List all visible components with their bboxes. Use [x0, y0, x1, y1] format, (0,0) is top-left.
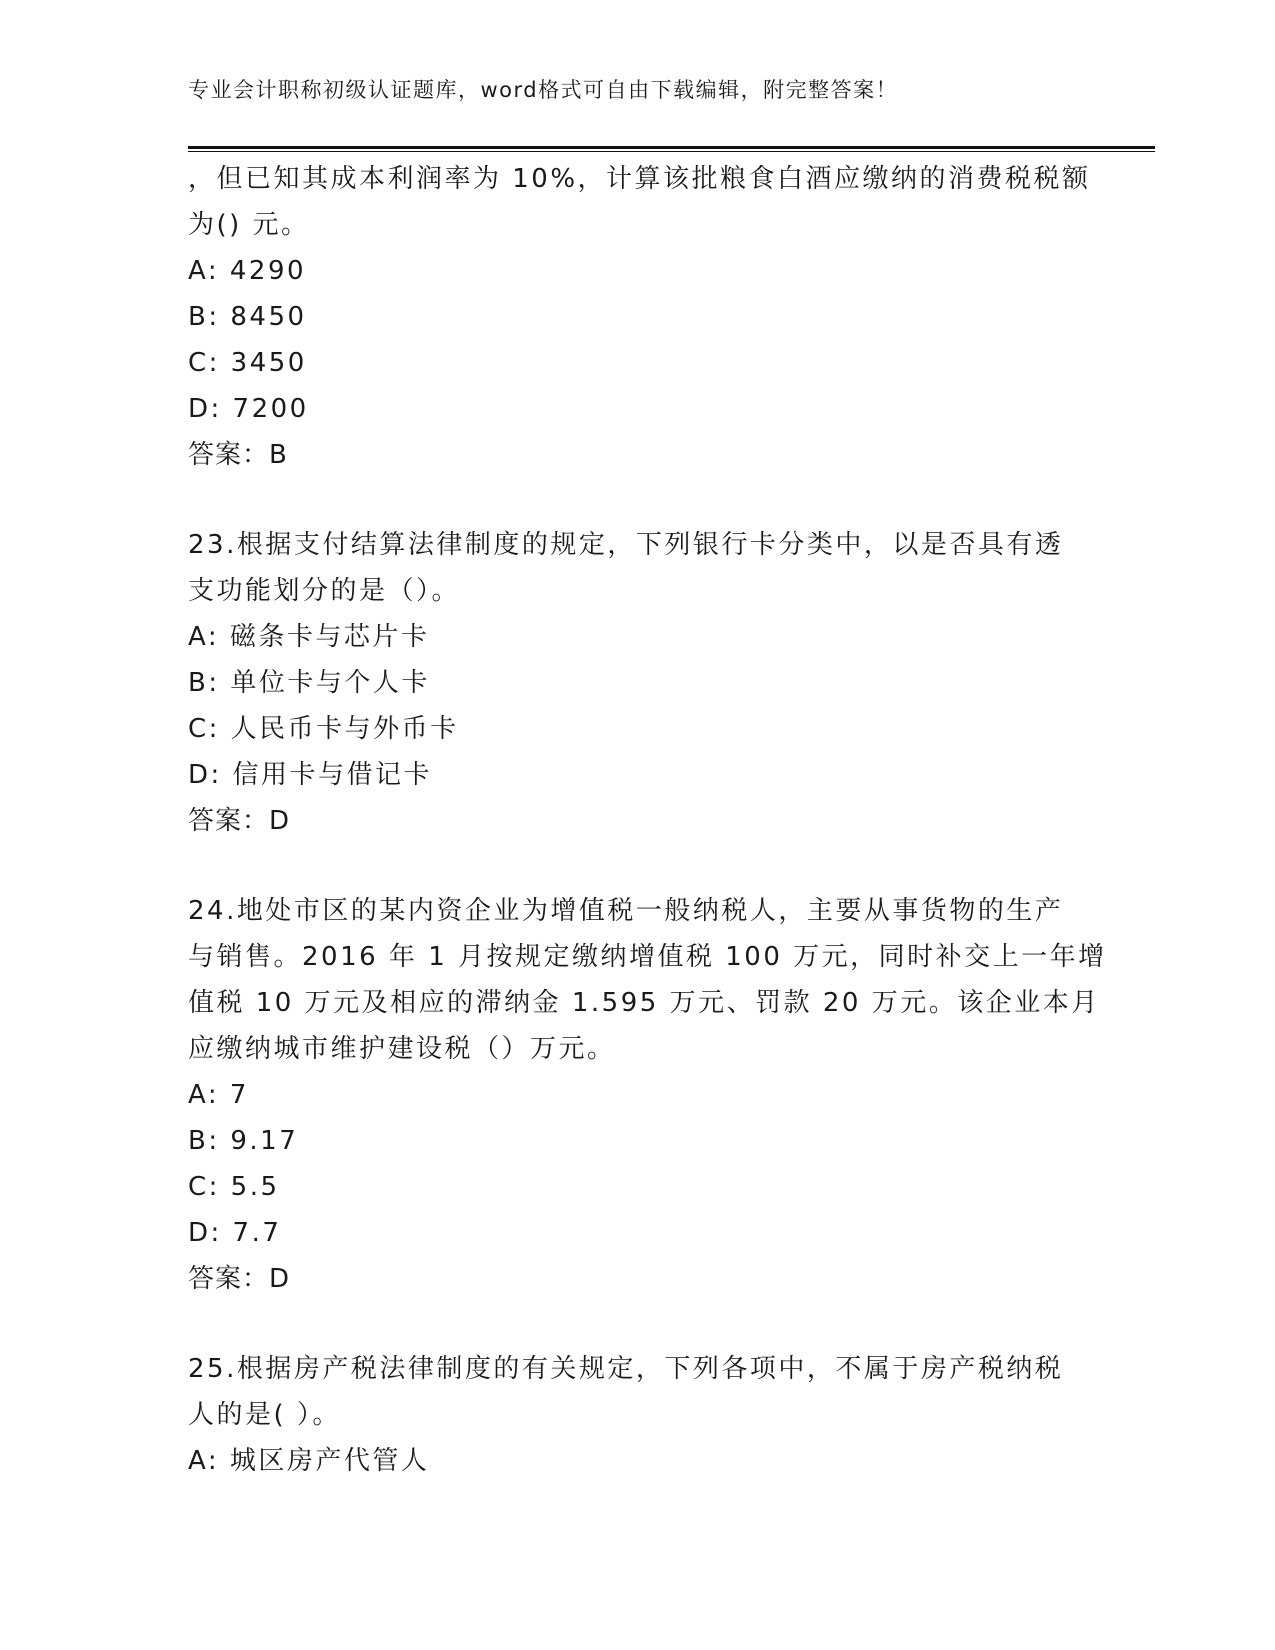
option-a: A: 城区房产代管人 — [188, 1446, 430, 1476]
option-a: A: 磁条卡与芯片卡 — [188, 622, 430, 652]
option-c: C: 5.5 — [188, 1172, 280, 1202]
question-text-line: 23.根据支付结算法律制度的规定，下列银行卡分类中，以是否具有透 — [188, 530, 1064, 560]
question-text-line: 人的是( ）。 — [188, 1400, 341, 1430]
option-b: B: 8450 — [188, 302, 307, 332]
option-a: A: 4290 — [188, 256, 307, 286]
option-d: D: 7.7 — [188, 1218, 282, 1248]
question-text-line: 24.地处市区的某内资企业为增值税一般纳税人，主要从事货物的生产 — [188, 896, 1064, 926]
option-b: B: 单位卡与个人卡 — [188, 668, 430, 698]
option-b: B: 9.17 — [188, 1126, 299, 1156]
question-22 — [188, 156, 1091, 478]
question-text-line: 支功能划分的是（）。 — [188, 576, 461, 606]
question-text-line: 25.根据房产税法律制度的有关规定，下列各项中，不属于房产税纳税 — [188, 1354, 1064, 1384]
option-d: D: 信用卡与借记卡 — [188, 760, 433, 790]
question-text-line: 值税 10 万元及相应的滞纳金 1.595 万元、罚款 20 万元。该企业本月 — [188, 988, 1100, 1018]
answer: 答案：D — [188, 1264, 291, 1294]
page-header: 专业会计职称初级认证题库，word格式可自由下载编辑，附完整答案！ — [188, 78, 899, 102]
question-25 — [188, 1346, 1088, 1484]
option-d: D: 7200 — [188, 394, 309, 424]
header-divider-thin — [188, 151, 1155, 152]
question-list — [188, 156, 1107, 1484]
answer: 答案：B — [188, 440, 288, 470]
question-24 — [188, 888, 1107, 1302]
question-text-line: ，但已知其成本利润率为 10%，计算该批粮食白酒应缴纳的消费税税额 — [188, 164, 1091, 194]
option-c: C: 人民币卡与外币卡 — [188, 714, 459, 744]
question-23 — [188, 522, 1088, 844]
option-c: C: 3450 — [188, 348, 307, 378]
option-a: A: 7 — [188, 1080, 249, 1110]
question-text-line: 与销售。2016 年 1 月按规定缴纳增值税 100 万元，同时补交上一年增 — [188, 942, 1107, 972]
header-divider-thick — [188, 146, 1155, 149]
question-text-line: 为() 元。 — [188, 210, 310, 240]
answer: 答案：D — [188, 806, 291, 836]
question-text-line: 应缴纳城市维护建设税（）万元。 — [188, 1034, 616, 1064]
